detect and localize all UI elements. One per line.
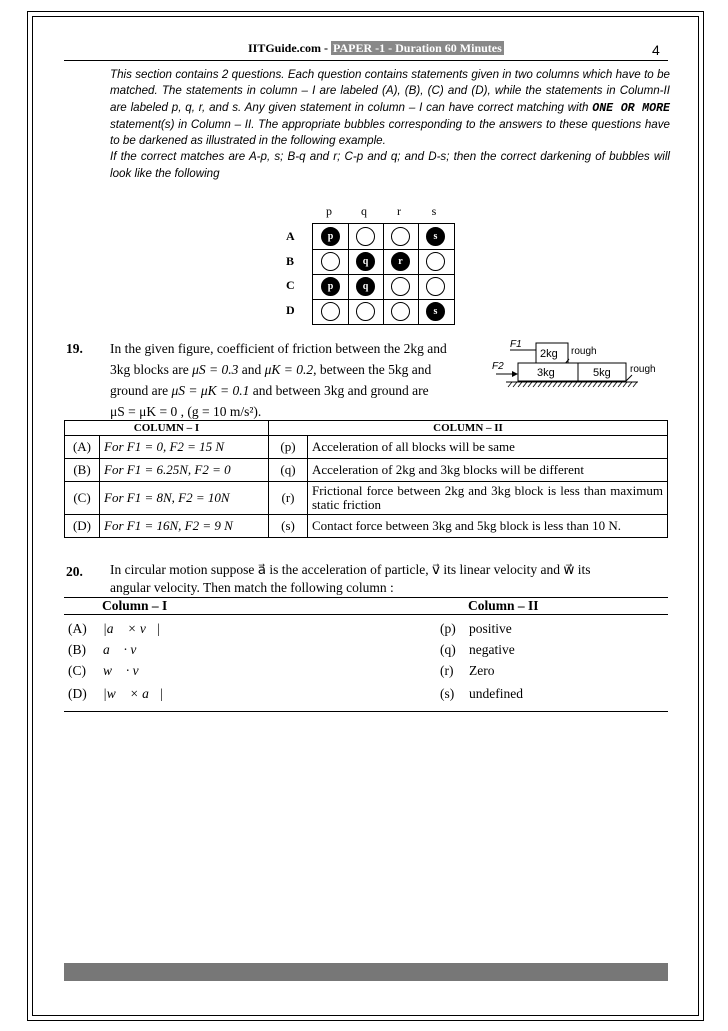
fig-f2: F2: [492, 361, 504, 372]
ground-hatch: [508, 382, 637, 387]
bubble-row-a: A: [286, 229, 295, 243]
instructions: [110, 67, 670, 182]
q19-row-a-col2: Acceleration of all blocks will be same: [308, 436, 668, 459]
q20-row-d-label: (D): [68, 686, 87, 701]
q20-row-c-col2: Zero: [469, 663, 495, 678]
bubble-b-q: q: [356, 252, 375, 271]
q20-line1: In circular motion suppose a⃗ is the acceleration of particle, v⃗ its linear velocity and w⃗ its: [110, 562, 591, 577]
q20-text: [110, 561, 670, 597]
bubble-row-d: D: [286, 303, 295, 317]
q20-col2-head: Column – II: [468, 598, 539, 613]
q19-row-d-label: (D): [65, 515, 100, 538]
q20-row-d-key: (s): [440, 686, 455, 701]
instructions-text-1: This section contains 2 questions. Each question contains statements given in two columns which have to be matched. The statements in column – I are labeled (A), (B), (C) and (D), while the statements in Column-II are labeled p, q, r, and s. Any given statement in column – I can have correct matching with: [110, 68, 670, 114]
q19-col1-head: COLUMN – I: [65, 421, 269, 436]
bubble-c-q: q: [356, 277, 375, 296]
bubble-a-p: p: [321, 227, 340, 246]
rough-2-pointer: [626, 375, 632, 381]
q19-and: and: [238, 362, 265, 377]
bubble-d-p: [321, 302, 340, 321]
q20-row-b-label: (B): [68, 642, 86, 657]
bubble-col-r: r: [397, 204, 401, 218]
q20-col1-head: Column – I: [102, 598, 168, 613]
fig-rough-1: rough: [571, 346, 597, 357]
f2-arrow-head: [512, 371, 518, 377]
bubble-b-r: r: [391, 252, 410, 271]
table-row: [65, 436, 668, 459]
q19-row-c-key: (r): [269, 482, 308, 515]
bubble-c-r: [391, 277, 410, 296]
q19-line4: μS = μK = 0 , (g = 10 m/s²).: [110, 404, 262, 419]
bubble-c-s: [426, 277, 445, 296]
table-row: [65, 482, 668, 515]
q19-row-b-key: (q): [269, 459, 308, 482]
q19-line2a: 3kg blocks are: [110, 362, 193, 377]
q19-mu3: μS = μK = 0.1: [171, 383, 250, 398]
q20-row-c-label: (C): [68, 663, 86, 678]
q19-line1: In the given figure, coefficient of friction between the 2kg and: [110, 341, 447, 356]
blocks-figure: [492, 337, 668, 403]
q20-rule-bottom: [64, 711, 668, 712]
page-number: 4: [652, 42, 660, 58]
bubble-d-r: [391, 302, 410, 321]
bubble-a-r: [391, 227, 410, 246]
q20-row-b-col2: negative: [469, 642, 515, 657]
q19-row-d-key: (s): [269, 515, 308, 538]
q20-line2: angular velocity. Then match the following column :: [110, 580, 394, 595]
header-paper: PAPER -1 - Duration 60 Minutes: [333, 41, 502, 55]
q20-row-a-col1: |a⃗ × v⃗|: [103, 621, 161, 636]
table-row: [65, 459, 668, 482]
q19-row-b-col2: Acceleration of 2kg and 3kg blocks will be different: [308, 459, 668, 482]
q19-line3b: and between 3kg and ground are: [249, 383, 429, 398]
q19-col2-head: COLUMN – II: [269, 421, 668, 436]
bubble-grid: [312, 223, 455, 325]
header-rule: [64, 60, 668, 61]
q20-number: 20.: [66, 564, 83, 579]
q19-match-table: [64, 420, 668, 538]
q19-row-c-col1: For F1 = 8N, F2 = 10N: [100, 482, 269, 515]
bubble-b-s: [426, 252, 445, 271]
fig-2kg-label: 2kg: [540, 348, 558, 360]
bubble-a-s: s: [426, 227, 445, 246]
fig-f1: F1: [510, 339, 522, 350]
q19-row-b-col1: For F1 = 6.25N, F2 = 0: [100, 459, 269, 482]
q19-mu2: μK = 0.2: [264, 362, 314, 377]
bubble-c-p: p: [321, 277, 340, 296]
q19-row-c-label: (C): [65, 482, 100, 515]
instructions-example: If the correct matches are A-p, s; B-q and r; C-p and q; and D-s; then the correct darkening of bubbles will look like the following: [110, 150, 670, 180]
q20-row-c-col1: w⃗ · v⃗: [103, 663, 150, 678]
bubble-row-b: B: [286, 254, 295, 268]
instructions-text-2: statement(s) in Column – II. The appropriate bubbles corresponding to the answers to these questions have to be darkened as illustrated in the following example.: [110, 117, 670, 148]
instructions-bold: ONE OR MORE: [592, 101, 671, 115]
page-header: [248, 41, 504, 56]
q19-text: [110, 338, 482, 422]
q19-line3a: ground are: [110, 383, 172, 398]
header-site: IITGuide.com -: [248, 41, 329, 55]
q19-row-b-label: (B): [65, 459, 100, 482]
q20-row-d-col1: |w⃗ × a⃗|: [103, 686, 164, 701]
q20-row-a-label: (A): [68, 621, 87, 636]
bubble-col-s: s: [431, 204, 437, 218]
q19-row-a-label: (A): [65, 436, 100, 459]
footer-bar: [64, 963, 668, 981]
q19-row-d-col1: For F1 = 16N, F2 = 9 N: [100, 515, 269, 538]
bubble-col-q: q: [361, 204, 367, 218]
q20-row-b-key: (q): [440, 642, 456, 657]
table-row: [65, 515, 668, 538]
bubble-row-c: C: [286, 278, 295, 292]
fig-rough-2: rough: [630, 364, 656, 375]
fig-5kg-label: 5kg: [593, 367, 611, 379]
q20-row-d-col2: undefined: [469, 686, 523, 701]
fig-3kg-label: 3kg: [537, 367, 555, 379]
q19-mu1: μS = 0.3: [192, 362, 239, 377]
q20-row-b-col1: a⃗ · v⃗: [103, 642, 147, 657]
bubble-b-p: [321, 252, 340, 271]
bubble-a-q: [356, 227, 375, 246]
q19-row-a-col1: For F1 = 0, F2 = 15 N: [100, 436, 269, 459]
q20-row-c-key: (r): [440, 663, 454, 678]
bubble-d-s: s: [426, 302, 445, 321]
bubble-col-p: p: [326, 204, 332, 218]
q19-row-d-col2: Contact force between 3kg and 5kg block is less than 10 N.: [308, 515, 668, 538]
q19-number: 19.: [66, 341, 83, 356]
q19-row-c-col2: Frictional force between 2kg and 3kg block is less than maximum static friction: [308, 482, 668, 515]
q20-row-a-key: (p): [440, 621, 456, 636]
q19-row-a-key: (p): [269, 436, 308, 459]
q20-row-a-col2: positive: [469, 621, 512, 636]
q20-rule-mid: [64, 614, 668, 615]
q19-line2b: , between the 5kg and: [313, 362, 432, 377]
bubble-d-q: [356, 302, 375, 321]
